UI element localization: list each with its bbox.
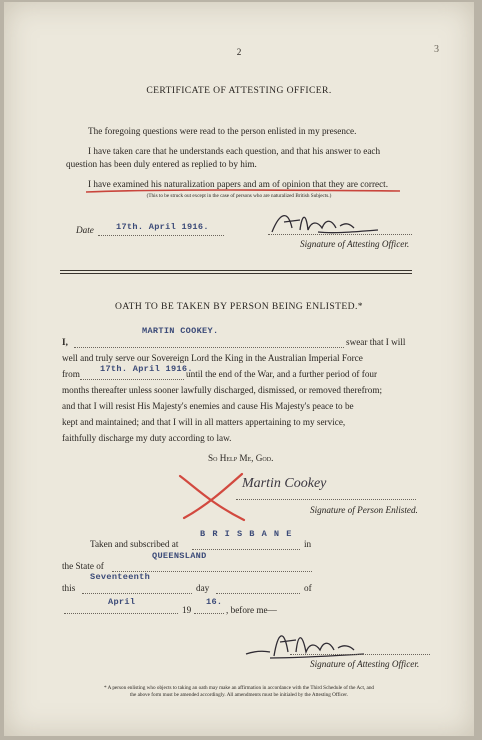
from-label: from — [62, 369, 80, 379]
day-value: Seventeenth — [90, 572, 151, 582]
place-value: B R I S B A N E — [200, 529, 293, 539]
before-label: , before me— — [226, 605, 277, 615]
section-divider-1 — [60, 270, 412, 271]
place-line — [192, 549, 300, 550]
in-label: in — [304, 539, 312, 549]
from-date: 17th. April 1916. — [100, 364, 193, 374]
certificate-para3: I have examined his naturalization papers and am of opinion that they are correct. — [88, 179, 389, 189]
state-label: the State of — [62, 561, 104, 571]
oath-line5: and that I will resist His Majesty's enemies and cause His Majesty's peace to be — [62, 401, 354, 411]
taken-label: Taken and subscribed at — [90, 539, 179, 549]
section-divider-2 — [60, 273, 412, 274]
page-number: 2 — [236, 47, 242, 57]
signature-line-2 — [236, 499, 416, 500]
oath-line4: months thereafter unless sooner lawfully discharged, dismissed, or removed therefrom; — [62, 385, 383, 395]
certificate-footnote: (This to be struck out except in the case of persons who are naturalized British Subjects.) — [146, 193, 332, 199]
name-line — [74, 347, 344, 348]
day-line — [82, 593, 192, 594]
enlistee-signature: Martin Cookey — [242, 476, 327, 491]
oath-closing: So Help Me, God. — [208, 453, 274, 463]
day-label: day — [196, 583, 210, 593]
certificate-para1: The foregoing questions were read to the person enlisted in my presence. — [88, 126, 357, 136]
state-value: QUEENSLAND — [152, 551, 207, 561]
attesting-officer-signature-2 — [240, 622, 370, 662]
document-page — [4, 2, 474, 736]
oath-line2: well and truly serve our Sovereign Lord the King in the Australian Imperial Force — [62, 353, 363, 363]
certificate-para2-line1: I have taken care that he understands each question, and that his answer to each — [88, 146, 381, 156]
month-value: April — [108, 597, 136, 607]
signature-line-1 — [268, 234, 412, 235]
oath-title: OATH TO BE TAKEN BY PERSON BEING ENLISTED.* — [115, 301, 363, 312]
bottom-note-line1: * A person enlisting who objects to taking an oath may make an affirmation in accordance with the Third Schedule of the Act, and — [103, 685, 375, 691]
from-line — [80, 379, 184, 380]
certificate-title: CERTIFICATE OF ATTESTING OFFICER. — [146, 85, 332, 96]
certificate-para2-line2: question has been duly entered as replied to by him. — [66, 159, 257, 169]
oath-i-label: I, — [62, 337, 68, 347]
corner-mark: 3 — [434, 44, 439, 55]
oath-line6: kept and maintained; and that I will in all matters appertaining to my service, — [62, 417, 346, 427]
of-line — [216, 593, 300, 594]
bottom-note-line2: the above form must be amended accordingly. All amendments must be initialed by the Attesting Officer. — [129, 692, 349, 698]
year-prefix: 19 — [182, 605, 192, 615]
signature-label-1: Signature of Attesting Officer. — [300, 239, 410, 249]
date-value: 17th. April 1916. — [116, 222, 209, 232]
oath-line3: until the end of the War, and a further period of four — [186, 369, 378, 379]
oath-line7: faithfully discharge my duty according to law. — [62, 433, 232, 443]
of-label: of — [304, 583, 312, 593]
month-line — [64, 613, 178, 614]
enlistee-name: MARTIN COOKEY. — [142, 326, 219, 336]
signature-label-2: Signature of Person Enlisted. — [310, 505, 418, 515]
year-value: 16. — [206, 597, 223, 607]
signature-line-3 — [290, 654, 430, 655]
swear-text: swear that I will — [346, 337, 406, 347]
this-label: this — [62, 583, 76, 593]
date-label: Date — [76, 225, 94, 235]
year-line — [194, 613, 224, 614]
signature-label-3: Signature of Attesting Officer. — [310, 659, 420, 669]
red-cross-mark — [172, 468, 252, 524]
date-line — [98, 235, 224, 236]
